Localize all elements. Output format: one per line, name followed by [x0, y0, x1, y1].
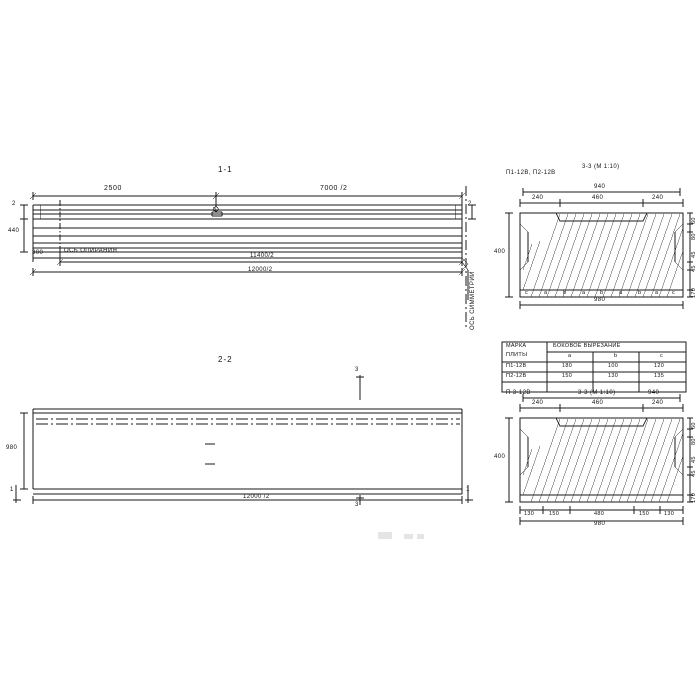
plate-labels-top: П1-12В, П2-12В	[506, 170, 556, 176]
dim-460-bottom: 460	[592, 400, 604, 406]
dim-height-right: 2	[468, 201, 472, 207]
dim-height-left-body: 440	[8, 228, 20, 234]
section-mark-3-bottom: 3	[355, 502, 359, 508]
table-row-mark-2: П2-12В	[506, 373, 527, 379]
table-row-c-1: 120	[654, 363, 665, 369]
dim-150-right: 150	[639, 511, 650, 517]
section-3-3-bottom-title: 3-3 (М 1:10)	[578, 390, 616, 396]
dim-240-bottom-left: 240	[532, 400, 544, 406]
dim-400-bottom: 400	[494, 454, 506, 460]
dim-stack-45a-bottom: 45	[691, 470, 697, 477]
section-mark-1-left: 1	[10, 487, 14, 493]
dim-460-top: 460	[592, 195, 604, 201]
dim-940-bottom: 940	[648, 390, 660, 396]
dim-12000-2-plan: 12000 /2	[243, 494, 270, 500]
dim-stack-45b-top: 45	[691, 251, 697, 258]
section-3-3-top-title: 3-3 (М 1:10)	[582, 164, 620, 170]
table-subheader-b: b	[614, 353, 618, 359]
support-axis-note: ОСЬ ОПИРАНИЯ	[64, 248, 118, 254]
table-row-a-1: 180	[562, 363, 573, 369]
dim-stack-80-top: 80	[691, 233, 697, 240]
dim-400-top: 400	[494, 249, 506, 255]
letter-a-3: a	[619, 290, 623, 296]
letter-b-2: b	[600, 290, 604, 296]
letter-b-1: b	[563, 290, 567, 296]
letter-a-2: a	[582, 290, 586, 296]
table-row-a-2: 150	[562, 373, 573, 379]
dim-12000-2: 12000/2	[248, 267, 273, 273]
dim-stack-60-top: 60	[691, 217, 697, 224]
table-subheader-c: c	[660, 353, 664, 359]
dim-300: 300	[32, 250, 44, 256]
dim-980-plan: 980	[6, 445, 18, 451]
table-row-c-2: 135	[654, 373, 665, 379]
dim-130-right: 130	[664, 511, 675, 517]
view-1-1-title: 1-1	[218, 165, 233, 174]
section-mark-3-top: 3	[355, 367, 359, 373]
stamp-smudge-2	[404, 534, 413, 539]
dim-stack-170-bottom: 170	[691, 492, 697, 503]
letter-c-1: c	[525, 290, 529, 296]
letter-a-1: a	[544, 290, 548, 296]
view-2-2-title: 2-2	[218, 355, 233, 364]
dim-11400-2: 11400/2	[250, 253, 275, 259]
marker-b: Б	[213, 207, 217, 213]
table-row-b-2: 130	[608, 373, 619, 379]
table-row-mark-1: П1-12В	[506, 363, 527, 369]
dim-stack-170-top: 170	[691, 287, 697, 298]
dim-980-top: 980	[594, 297, 606, 303]
dim-130-left: 130	[524, 511, 535, 517]
dim-240-top-right: 240	[652, 195, 664, 201]
stamp-smudge-3	[417, 534, 424, 539]
letter-c-2: c	[672, 290, 676, 296]
dim-240-top-left: 240	[532, 195, 544, 201]
letter-b-3: b	[638, 290, 642, 296]
dim-2500: 2500	[104, 185, 122, 192]
table-header-mark-line2: ПЛИТЫ	[506, 352, 528, 358]
table-header-mark-line1: МАРКА	[506, 343, 527, 349]
dim-980-bottom: 980	[594, 521, 606, 527]
table-header-cut: БОКОВОЕ ВЫРЕЗАНИЕ	[553, 343, 621, 349]
letter-a-4: a	[655, 290, 659, 296]
section-mark-1-right: 1	[466, 487, 470, 493]
dim-150-left: 150	[549, 511, 560, 517]
dim-height-left-top: 2	[12, 201, 16, 207]
dim-240-bottom-right: 240	[652, 400, 664, 406]
table-row-b-1: 100	[608, 363, 619, 369]
dim-stack-45a-top: 45	[691, 265, 697, 272]
dim-stack-45b-bottom: 45	[691, 456, 697, 463]
dim-stack-80-bottom: 80	[691, 438, 697, 445]
table-subheader-a: a	[568, 353, 572, 359]
dim-940-top: 940	[594, 184, 606, 190]
symmetry-axis-note: ОСЬ СИММЕТРИИ	[470, 271, 476, 330]
dim-stack-60-bottom: 60	[691, 422, 697, 429]
stamp-smudge-1	[378, 532, 392, 539]
dim-480-mid: 480	[594, 511, 605, 517]
dim-7000-2: 7000 /2	[320, 185, 348, 192]
plate-label-bottom: П 3-12В	[506, 390, 531, 396]
